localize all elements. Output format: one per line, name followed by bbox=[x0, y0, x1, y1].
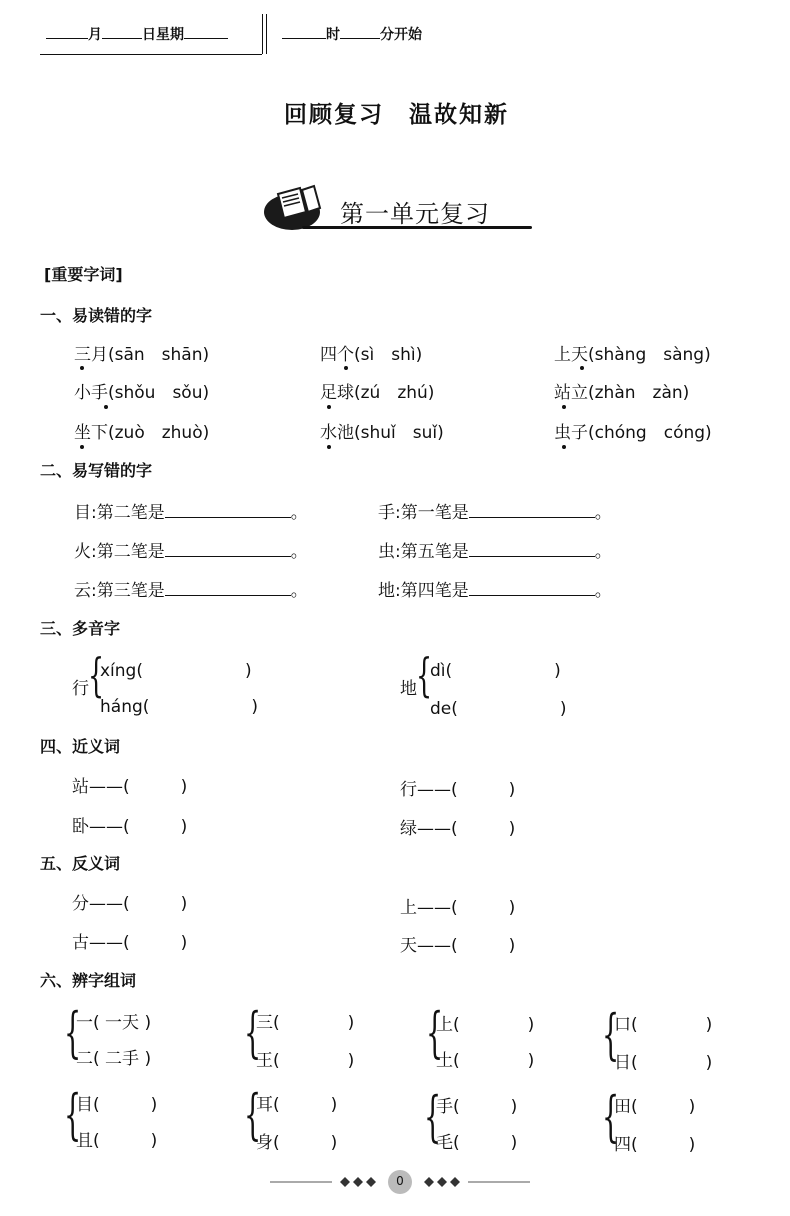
minute-blank[interactable] bbox=[340, 24, 380, 39]
emphasis-dot bbox=[580, 366, 584, 370]
emphasis-dot bbox=[344, 366, 348, 370]
sec4-heading: 四、近义词 bbox=[40, 737, 121, 756]
sec6-heading: 六、辨字组词 bbox=[40, 971, 137, 990]
brace: { bbox=[244, 1001, 262, 1064]
sec2-row bbox=[74, 498, 308, 523]
day-week-label: 日星期 bbox=[142, 27, 184, 43]
end-mark: 。 bbox=[290, 542, 308, 562]
brace: { bbox=[416, 648, 433, 702]
emphasis-dot bbox=[80, 366, 84, 370]
word-group-item: 手( ) bbox=[436, 1097, 518, 1117]
polyphone-reading: xíng( ) bbox=[100, 661, 252, 681]
sec1-item: 四个(sì shì) bbox=[320, 345, 423, 365]
sec1-item: 站立(zhàn zàn) bbox=[554, 383, 690, 403]
word-group-item: 土( ) bbox=[436, 1051, 535, 1071]
answer-blank[interactable] bbox=[165, 538, 291, 557]
hour-label: 时 bbox=[326, 27, 340, 43]
section-heading: [重要字词] bbox=[44, 265, 123, 284]
answer-blank[interactable] bbox=[469, 538, 595, 557]
emphasis-dot bbox=[562, 405, 566, 409]
sec1-item: 水池(shuǐ suǐ) bbox=[320, 423, 444, 443]
date-line bbox=[46, 24, 228, 44]
antonym-item: 分——( ) bbox=[72, 894, 188, 914]
hour-blank[interactable] bbox=[282, 24, 326, 39]
sec2-prompt: 火:第二笔是 bbox=[74, 542, 165, 562]
minute-start-label: 分开始 bbox=[380, 27, 422, 43]
word-group-item: 毛( ) bbox=[436, 1133, 518, 1153]
sec1-item: 小手(shǒu sǒu) bbox=[74, 383, 210, 403]
word-group-item: 田( ) bbox=[614, 1097, 696, 1117]
emphasis-dot bbox=[327, 405, 331, 409]
brace: { bbox=[88, 648, 105, 702]
sec2-heading: 二、易写错的字 bbox=[40, 461, 153, 480]
answer-blank[interactable] bbox=[469, 577, 595, 596]
page-title: 回顾复习 温故知新 bbox=[284, 101, 509, 128]
sec2-prompt: 手:第一笔是 bbox=[378, 503, 469, 523]
answer-blank[interactable] bbox=[165, 499, 291, 518]
day-blank[interactable] bbox=[102, 24, 142, 39]
word-group-item: 一( 一天 ) bbox=[76, 1013, 152, 1033]
end-mark: 。 bbox=[594, 503, 612, 523]
end-mark: 。 bbox=[290, 503, 308, 523]
book-icon bbox=[262, 182, 326, 232]
brace: { bbox=[602, 1003, 620, 1066]
word-group-item: 上( ) bbox=[436, 1015, 535, 1035]
sec1-item: 足球(zú zhú) bbox=[320, 383, 435, 403]
time-line bbox=[282, 24, 422, 44]
page-number: 0 bbox=[396, 1174, 404, 1188]
end-mark: 。 bbox=[594, 581, 612, 601]
brace: { bbox=[244, 1083, 262, 1146]
sec1-item: 三月(sān shān) bbox=[74, 345, 210, 365]
word-group-item: 口( ) bbox=[614, 1015, 713, 1035]
emphasis-dot bbox=[562, 445, 566, 449]
sec2-row bbox=[74, 576, 308, 601]
emphasis-dot bbox=[80, 445, 84, 449]
unit-banner bbox=[262, 182, 532, 238]
sec3-heading: 三、多音字 bbox=[40, 619, 121, 638]
answer-blank[interactable] bbox=[469, 499, 595, 518]
sec1-heading: 一、易读错的字 bbox=[40, 306, 153, 325]
end-mark: 。 bbox=[290, 581, 308, 601]
sec2-row bbox=[74, 537, 308, 562]
answer-blank[interactable] bbox=[165, 577, 291, 596]
brace: { bbox=[426, 1001, 444, 1064]
antonym-item: 上——( ) bbox=[400, 898, 516, 918]
emphasis-dot bbox=[104, 405, 108, 409]
header-bottom-line bbox=[40, 54, 262, 55]
header-divider bbox=[262, 14, 267, 54]
brace: { bbox=[64, 1001, 82, 1064]
synonym-item: 绿——( ) bbox=[400, 819, 516, 839]
synonym-item: 行——( ) bbox=[400, 780, 516, 800]
sec2-row bbox=[378, 537, 612, 562]
unit-title: 第一单元复习 bbox=[340, 200, 490, 228]
sec2-prompt: 虫:第五笔是 bbox=[378, 542, 469, 562]
brace: { bbox=[424, 1085, 442, 1148]
sec2-prompt: 目:第二笔是 bbox=[74, 503, 165, 523]
polyphone-reading: dì( ) bbox=[430, 661, 561, 681]
month-label: 月 bbox=[88, 27, 102, 43]
week-blank[interactable] bbox=[184, 24, 228, 39]
word-group-item: 二( 二手 ) bbox=[76, 1049, 152, 1069]
word-group-item: 王( ) bbox=[256, 1051, 355, 1071]
word-group-item: 耳( ) bbox=[256, 1095, 338, 1115]
synonym-item: 卧——( ) bbox=[72, 817, 188, 837]
brace: { bbox=[602, 1085, 620, 1148]
header-bar bbox=[40, 14, 750, 54]
word-group-item: 目( ) bbox=[76, 1095, 158, 1115]
sec2-prompt: 地:第四笔是 bbox=[378, 581, 469, 601]
polyphone-char: 行 bbox=[72, 679, 89, 699]
sec1-item: 坐下(zuò zhuò) bbox=[74, 423, 210, 443]
word-group-item: 三( ) bbox=[256, 1013, 355, 1033]
sec2-prompt: 云:第三笔是 bbox=[74, 581, 165, 601]
word-group-item: 身( ) bbox=[256, 1133, 338, 1153]
sec1-item: 上天(shàng sàng) bbox=[554, 345, 711, 365]
antonym-item: 古——( ) bbox=[72, 933, 188, 953]
antonym-item: 天——( ) bbox=[400, 936, 516, 956]
word-group-item: 四( ) bbox=[614, 1135, 696, 1155]
polyphone-reading: háng( ) bbox=[100, 697, 259, 717]
word-group-item: 且( ) bbox=[76, 1131, 158, 1151]
word-group-item: 日( ) bbox=[614, 1053, 713, 1073]
sec5-heading: 五、反义词 bbox=[40, 854, 121, 873]
polyphone-char: 地 bbox=[400, 679, 417, 699]
polyphone-reading: de( ) bbox=[430, 699, 567, 719]
sec1-item: 虫子(chóng cóng) bbox=[554, 423, 712, 443]
brace: { bbox=[64, 1083, 82, 1146]
end-mark: 。 bbox=[594, 542, 612, 562]
sec2-row bbox=[378, 498, 612, 523]
sec2-row bbox=[378, 576, 612, 601]
month-blank[interactable] bbox=[46, 24, 88, 39]
page-footer bbox=[270, 1170, 530, 1194]
synonym-item: 站——( ) bbox=[72, 777, 188, 797]
emphasis-dot bbox=[327, 445, 331, 449]
